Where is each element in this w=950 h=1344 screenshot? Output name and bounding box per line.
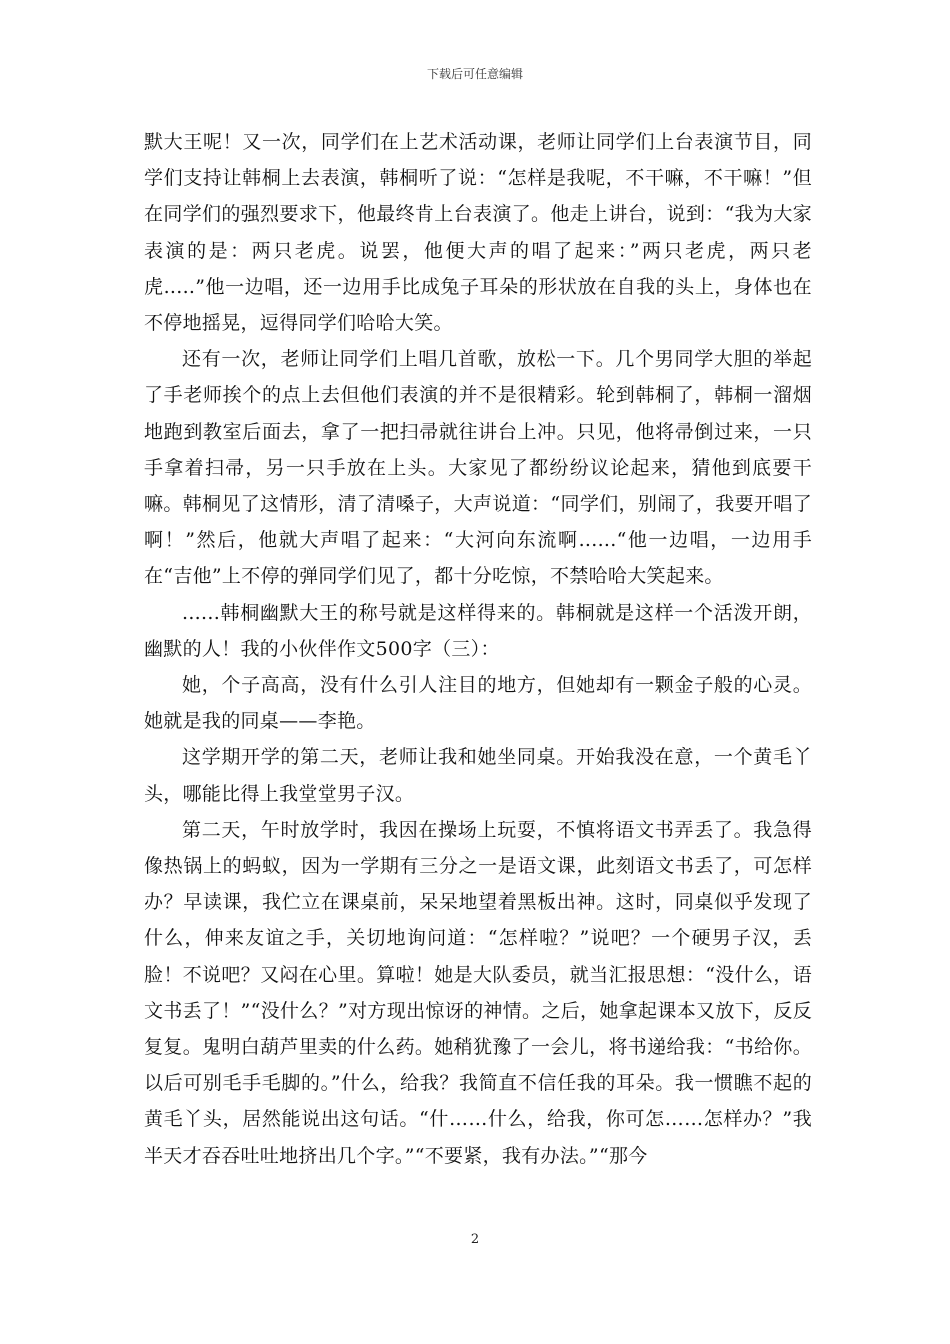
paragraph: 第二天，午时放学时，我因在操场上玩耍，不慎将语文书弄丢了。我急得像热锅上的蚂蚁，因为一学期有三分之一是语文课，此刻语文书丢了，可怎样办？早读课，我伫立在课桌前，呆呆地望着黑板出神。这时，同桌似乎发现了什么，伸来友谊之手，关切地询问道：“怎样啦？”说吧？一个硬男子汉，丢脸！不说吧？又闷在心里。算啦！她是大队委员，就当汇报思想：“没什么，语文书丢了！”“没什么？”对方现出惊讶的神情。之后，她拿起课本又放下，反反复复。鬼明白葫芦里卖的什么药。她稍犹豫了一会儿，将书递给我：“书给你。以后可别毛手毛脚的。”什么，给我？我简直不信任我的耳朵。我一惯瞧不起的黄毛丫头，居然能说出这句话。“什……什么，给我，你可怎……怎样办？”我半天才吞吞吐吐地挤出几个字。”“不要紧，我有办法。”“那今: [144, 818, 812, 1167]
page-header: 下载后可任意编辑: [426, 67, 523, 81]
document-body: [144, 124, 812, 1174]
paragraph: 她，个子高高，没有什么引人注目的地方，但她却有一颗金子般的心灵。她就是我的同桌——李艳。: [144, 674, 812, 733]
paragraph: ......韩桐幽默大王的称号就是这样得来的。韩桐就是这样一个活泼开朗，幽默的人！我的小伙伴作文500字（三）：: [144, 601, 812, 660]
page-number: 2: [470, 1232, 480, 1247]
paragraph-continuation: 默大王呢！又一次，同学们在上艺术活动课，老师让同学们上台表演节目，同学们支持让韩桐上去表演，韩桐听了说：“怎样是我呢，不干嘛，不干嘛！”但在同学们的强烈要求下，他最终肯上台表演了。他走上讲台，说到：“我为大家表演的是：两只老虎。说罢，他便大声的唱了起来：”两只老虎，两只老虎.....”他一边唱，还一边用手比成兔子耳朵的形状放在自我的头上，身体也在不停地摇晃，逗得同学们哈哈大笑。: [144, 131, 812, 335]
paragraph: 还有一次，老师让同学们上唱几首歌，放松一下。几个男同学大胆的举起了手老师挨个的点上去但他们表演的并不是很精彩。轮到韩桐了，韩桐一溜烟地跑到教室后面去，拿了一把扫帚就往讲台上冲。只见，他将帚倒过来，一只手拿着扫帚，另一只手放在上头。大家见了都纷纷议论起来，猜他到底要干嘛。韩桐见了这情形，清了清嗓子，大声说道：“同学们，别闹了，我要开唱了啊！”然后，他就大声唱了起来：“大河向东流啊......“他一边唱，一边用手在“吉他”上不停的弹同学们见了，都十分吃惊，不禁哈哈大笑起来。: [144, 348, 812, 588]
paragraph: 这学期开学的第二天，老师让我和她坐同桌。开始我没在意，一个黄毛丫头，哪能比得上我堂堂男子汉。: [144, 746, 812, 805]
